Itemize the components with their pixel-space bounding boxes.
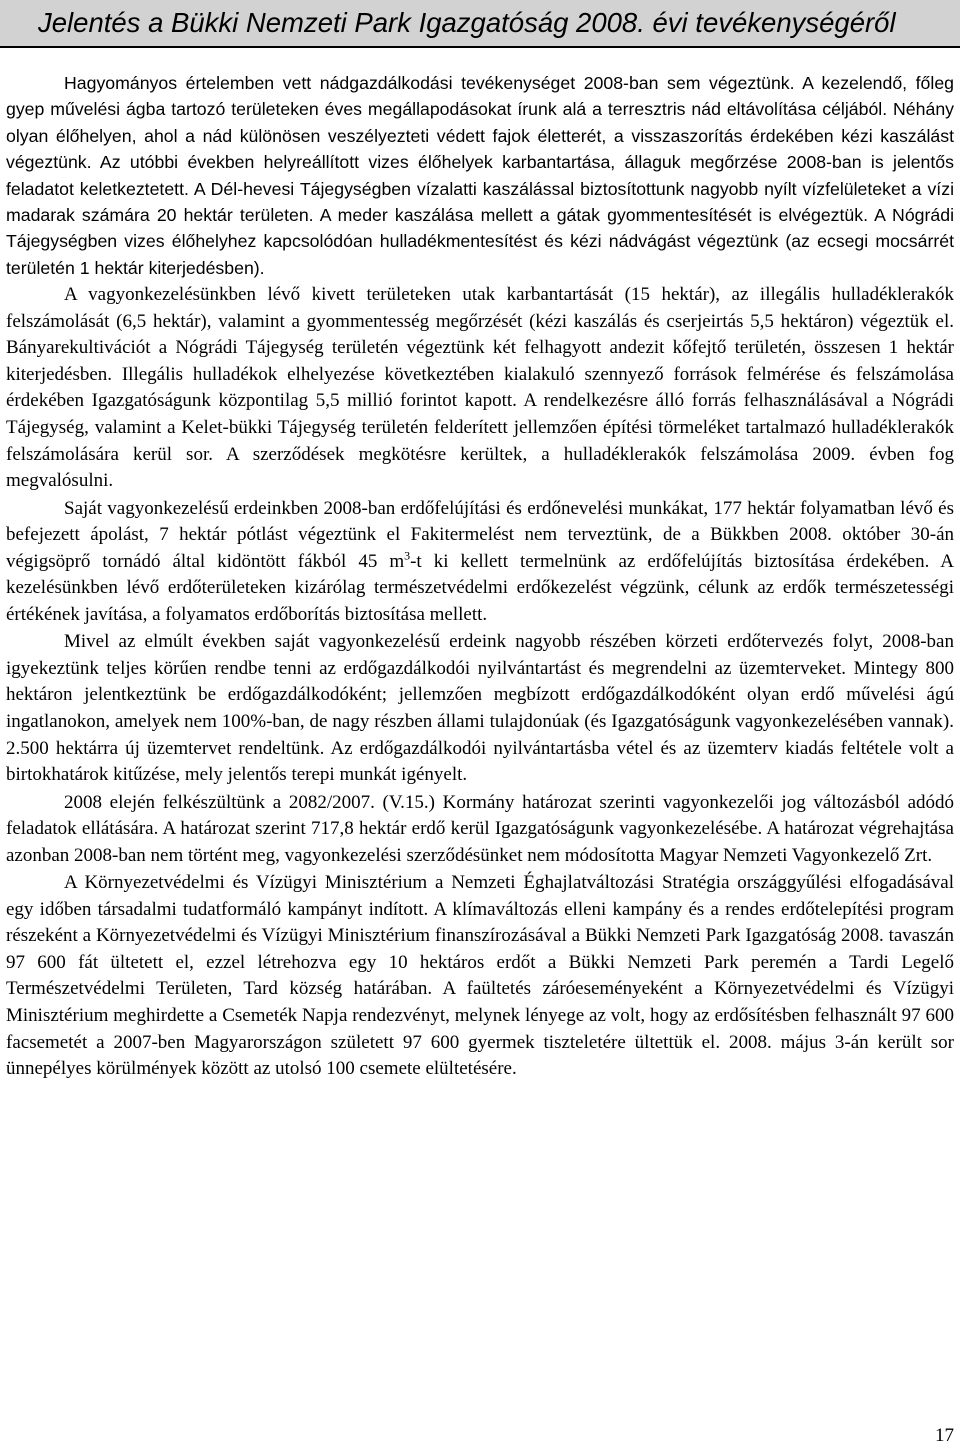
report-title: Jelentés a Bükki Nemzeti Park Igazgatóság 2008. évi tevékenységéről — [38, 7, 896, 38]
paragraph-climate-campaign: A Környezetvédelmi és Vízügyi Minisztérium a Nemzeti Éghajlatváltozási Stratégia országgyűlési elfogadásával egy időben társadalmi tudatformáló kampányt indított. A klímaváltozás elleni kampány és a rendes erdőtelepítési program részeként a Környezetvédelmi és Vízügyi Minisztérium finanszírozásával a Bükki Nemzeti Park Igazgatóság 2008. tavaszán 97 600 fát ültetett el, ezzel létrehozva egy 10 hektáros erdőt a Bükki Nemzeti Park peremén a Tardi Legelő Természetvédelmi Területen, Tard község határában. A faültetés záróeseményeként a Környezetvédelmi és Vízügyi Minisztérium meghirdette a Csemeték Napja rendezvényt, melynek lényege az volt, hogy az erdősítésben felhasznált 97 600 facsemetét a 2007-ben Magyarországon született 97 600 gyermek tiszteletére ültettük el. 2008. május 3-án került sor ünnepélyes körülmények között az utolsó 100 csemete elültetésére. — [6, 872, 954, 1080]
paragraph-land-maintenance: A vagyonkezelésünkben lévő kivett területeken utak karbantartását (15 hektár), az illegális hulladéklerakók felszámolását (6,5 hektár), valamint a gyommentesség megőrzését (kézi kaszálás és cserjeirtás 5,5 hektáron) végeztük el. Bányarekultivációt a Nógrádi Tájegység területén végeztünk két felhagyott andezit kőfejtő területén, összesen 1 hektár kiterjedésben. Illegális hulladékok elhelyezése következtében kialakuló szennyező források felmérése és felszámolása érdekében Igazgatóságunk központilag 5,5 millió forintot kapott. A rendelkezésre álló forrás felhasználásával a Nógrádi Tájegység, valamint a Kelet-bükki Tájegység területén felderített jellemzően építési törmeléket tartalmazó hulladéklerakók felszámolására kerül sor. A szerződések megkötésre kerültek, a hulladéklerakók felszámolása 2009. évben fog megvalósulni. — [6, 284, 954, 492]
forest-text-part-1: Saját vagyonkezelésű erdeinkben 2008-ban erdőfelújítási és erdőnevelési munkákat, 177 hektár folyamatban lévő és befejezett ápolást, 7 hektár pótlást végeztünk el Fakitermelést nem terveztünk, de a Bükkben 2008. október 30-án végigsöprő tornádó által kidöntött fákból 45 m — [6, 497, 954, 572]
page-header — [0, 0, 960, 48]
page-number: 17 — [935, 1425, 954, 1446]
document-body — [6, 70, 954, 1083]
forest-text-part-2: -t ki kellett termelnünk az erdőfelújítás biztosítása érdekében. A kezelésünkben lévő erdőterületeken kizárólag természetvédelmi erdőkezelést végzünk, célunk az erdők természetességi értékének javítása, a folyamatos erdőborítás biztosítása mellett. — [6, 550, 955, 625]
paragraph-forest-management — [6, 496, 954, 629]
paragraph-reed-management: Hagyományos értelemben vett nádgazdálkodási tevékenységet 2008-ban sem végeztünk. A kezelendő, főleg gyep művelési ágba tartozó területeken éves megállapodásokat írunk alá a terresztris nád eltávolítása céljából. Néhány olyan élőhelyen, ahol a nád különösen veszélyezteti védett fajok életterét, a visszaszorítás érdekében kézi kaszálást végeztünk. Az utóbbi években helyreállított vizes élőhelyek karbantartása, állaguk megőrzése 2008-ban is jelentős feladatot keletkeztetett. A Dél-hevesi Tájegységben vízalatti kaszálással biztosítottunk nagyobb nyílt vízfelületeket a vízi madarak számára 20 hektár területen. A meder kaszálása mellett a gátak gyommentesítését is elvégeztük. A Nógrádi Tájegységben vizes élőhelyhez kapcsolódóan hulladékmentesítést és kézi nádvágást végeztünk (az ecsegi mocsárrét területén 1 hektár kiterjedésben). — [6, 73, 954, 278]
cubic-superscript: 3 — [404, 548, 411, 563]
paragraph-government-decree: 2008 elején felkészültünk a 2082/2007. (V.15.) Kormány határozat szerinti vagyonkezelői jog változásból adódó feladatok ellátására. A határozat szerint 717,8 hektár erdő kerül Igazgatóságunk vagyonkezelésébe. A határozat végrehajtása azonban 2008-ban nem történt meg, vagyonkezelési szerződésünket nem módosította Magyar Nemzeti Vagyonkezelő Zrt. — [6, 791, 954, 866]
paragraph-forest-planning: Mivel az elmúlt években saját vagyonkezelésű erdeink nagyobb részében körzeti erdőtervezés folyt, 2008-ban igyekeztünk teljes körűen rendbe tenni az erdőgazdálkodói nyilvántartást és megrendelni az üzemterveket. Mintegy 800 hektáron jelentkeztünk be erdőgazdálkodóként; jellemzően megbízott erdőgazdálkodóként olyan erdő művelési ágú ingatlanokon, amelyek nem 100%-ban, de nagy részben állami tulajdonúak (és Igazgatóságunk vagyonkezelésében vannak). 2.500 hektárra új üzemtervet rendeltünk. Az erdőgazdálkodói nyilvántartásba vétel és az üzemterv kiadás feltétele volt a birtokhatárok kitűzése, mely jelentős terepi munkát igényelt. — [6, 631, 954, 786]
